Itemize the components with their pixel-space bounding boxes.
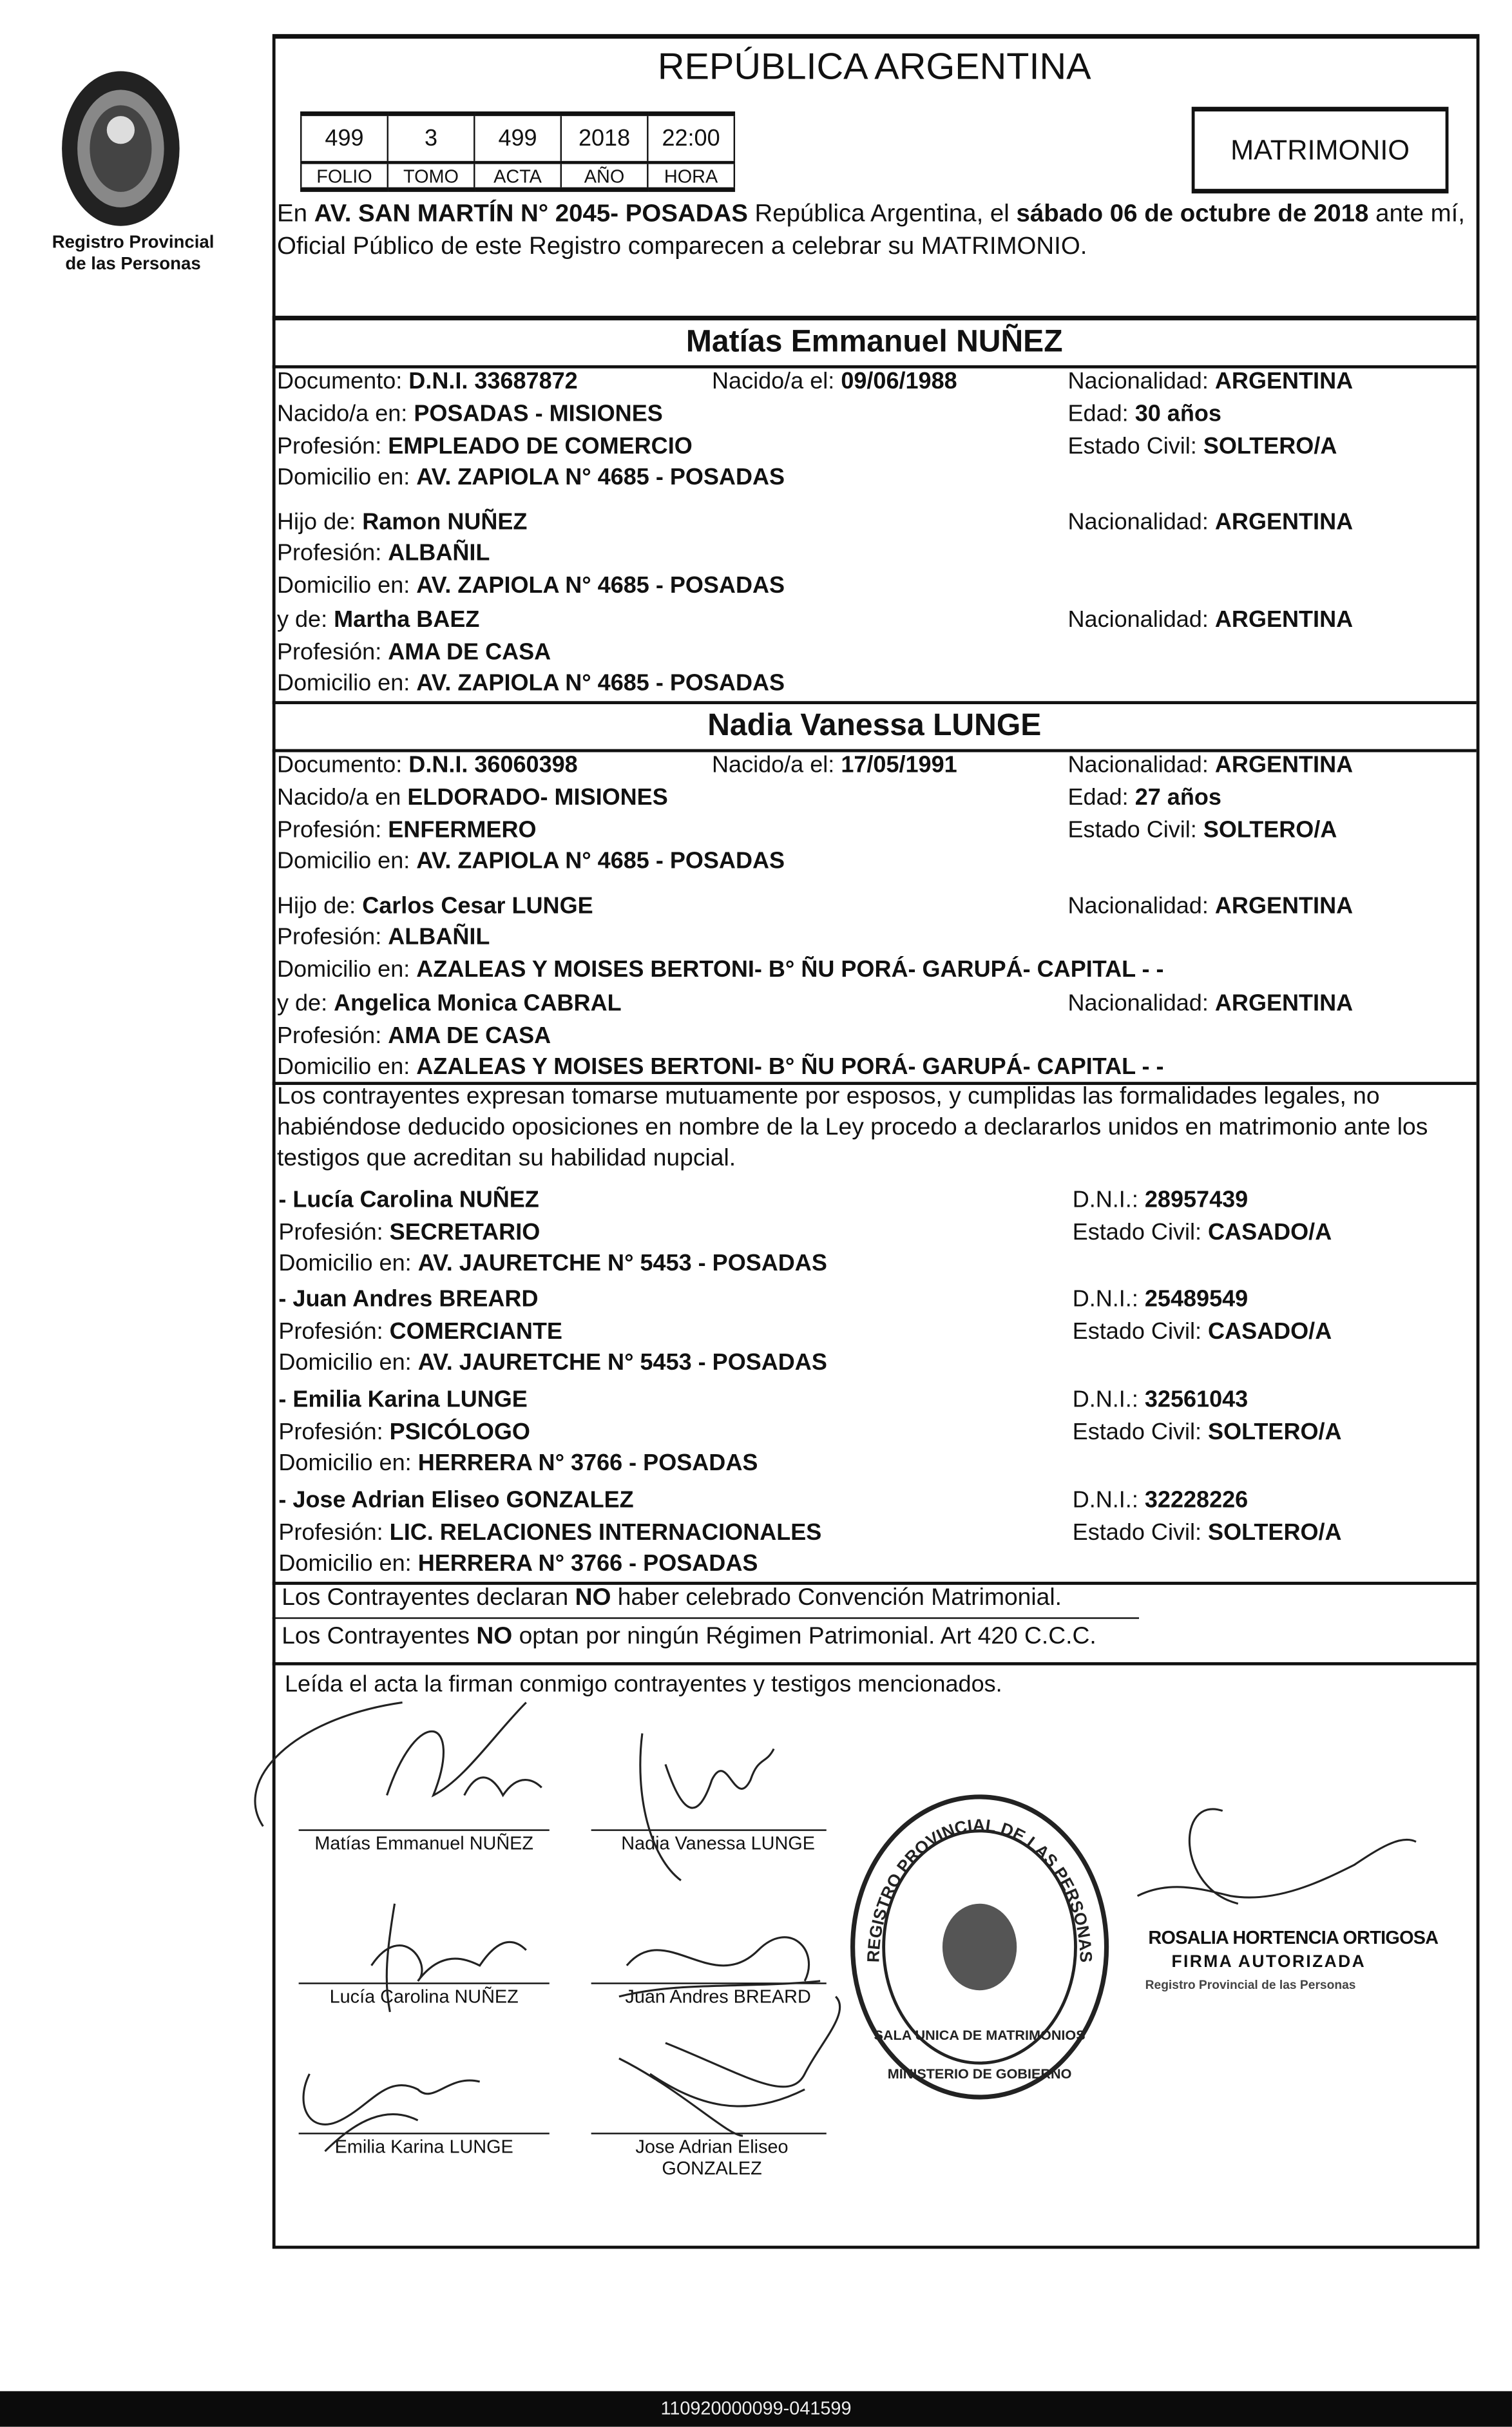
- field-value: SOLTERO/A: [1203, 433, 1337, 460]
- document-barcode-number: 110920000099-041599: [0, 2391, 1512, 2426]
- field-label: Estado Civil:: [1067, 817, 1197, 844]
- signature-label: Jose Adrian Eliseo GONZALEZ: [635, 2136, 789, 2180]
- field-value: 25489549: [1144, 1286, 1249, 1313]
- field-value: 28957439: [1144, 1187, 1249, 1214]
- field-label: Domicilio en:: [276, 572, 410, 599]
- field-label: Edad:: [1067, 401, 1129, 428]
- field-value: AMA DE CASA: [388, 1022, 551, 1050]
- field-value: 32228226: [1144, 1487, 1249, 1514]
- tomo-value: 3: [388, 114, 475, 163]
- field-value: ELDORADO- MISIONES: [407, 784, 668, 811]
- intro-text: En: [276, 201, 314, 228]
- field-value: ARGENTINA: [1214, 368, 1354, 395]
- ceremony-place: AV. SAN MARTÍN N° 2045- POSADAS: [314, 201, 748, 228]
- field-value: D.N.I. 33687872: [408, 368, 578, 395]
- field-label: Nacido/a en: [276, 784, 401, 811]
- field-label: Domicilio en:: [278, 1551, 412, 1577]
- ceremony-date: sábado 06 de octubre de 2018: [1016, 201, 1369, 228]
- hora-label: HORA: [647, 162, 734, 189]
- field-label: Estado Civil:: [1067, 433, 1197, 460]
- field-label: Domicilio en:: [276, 464, 410, 491]
- field-value: AMA DE CASA: [388, 639, 551, 666]
- field-label: Domicilio en:: [276, 956, 410, 983]
- field-label: Profesión:: [278, 1519, 383, 1546]
- field-value: AZALEAS Y MOISES BERTONI- B° ÑU PORÁ- GARUPÁ- CAPITAL - -: [416, 956, 1164, 983]
- reading-statement: Leída el acta la firman conmigo contrayentes y testigos mencionados.: [285, 1671, 1002, 1698]
- field-label: Domicilio en:: [276, 848, 410, 875]
- field-value: ARGENTINA: [1214, 606, 1354, 633]
- field-label: y de:: [276, 606, 328, 633]
- field-value: AV. JAURETCHE N° 5453 - POSADAS: [417, 1250, 827, 1277]
- field-value: SOLTERO/A: [1208, 1419, 1342, 1446]
- field-label: Profesión:: [278, 1318, 383, 1345]
- field-value: AV. ZAPIOLA N° 4685 - POSADAS: [416, 670, 785, 696]
- field-label: Profesión:: [276, 924, 382, 950]
- intro-text: ante mí, Oficial Público de este Registro comparecen a celebrar su MATRIMONIO.: [276, 201, 1465, 260]
- field-label: Nacionalidad:: [1067, 368, 1209, 395]
- field-label: Profesión:: [276, 540, 382, 567]
- field-label: Nacionalidad:: [1067, 990, 1209, 1017]
- signature-label: Emilia Karina LUNGE: [334, 2136, 513, 2158]
- intro-text: República Argentina, el: [747, 201, 1017, 228]
- field-value: Ramon NUÑEZ: [362, 509, 528, 536]
- field-value: HERRERA N° 3766 - POSADAS: [417, 1450, 758, 1477]
- field-value: D.N.I. 36060398: [408, 752, 578, 779]
- official-office: Registro Provincial de las Personas: [1145, 1978, 1356, 1992]
- hora-value: 22:00: [647, 114, 734, 163]
- field-value: - Lucía Carolina NUÑEZ: [278, 1187, 539, 1214]
- field-label: Profesión:: [276, 817, 382, 844]
- field-label: Profesión:: [276, 1022, 382, 1050]
- field-value: - Jose Adrian Eliseo GONZALEZ: [278, 1487, 634, 1514]
- signature-label: Matías Emmanuel NUÑEZ: [314, 1832, 534, 1854]
- field-label: Domicilio en:: [276, 670, 410, 696]
- tomo-label: TOMO: [388, 162, 475, 189]
- field-value: SOLTERO/A: [1208, 1519, 1342, 1546]
- field-label: D.N.I.:: [1072, 1286, 1138, 1313]
- page-title: REPÚBLICA ARGENTINA: [657, 46, 1091, 88]
- field-value: 09/06/1988: [841, 368, 957, 395]
- field-label: Domicilio en:: [278, 1349, 412, 1376]
- field-label: Estado Civil:: [1072, 1219, 1202, 1246]
- acta-label: ACTA: [474, 162, 561, 189]
- registry-name-line2: de las Personas: [65, 255, 201, 274]
- signature-label: Nadia Vanessa LUNGE: [621, 1832, 815, 1854]
- field-value: CASADO/A: [1208, 1318, 1332, 1345]
- field-value: AV. ZAPIOLA N° 4685 - POSADAS: [416, 572, 785, 599]
- field-label: D.N.I.:: [1072, 1187, 1138, 1214]
- field-value: CASADO/A: [1208, 1219, 1332, 1246]
- acta-value: 499: [474, 114, 561, 163]
- field-label: Hijo de:: [276, 893, 356, 919]
- field-value: Angelica Monica CABRAL: [334, 990, 622, 1017]
- field-value: 30 años: [1134, 401, 1221, 428]
- field-label: Domicilio en:: [278, 1250, 412, 1277]
- field-value: ENFERMERO: [388, 817, 537, 844]
- field-value: ARGENTINA: [1214, 509, 1354, 536]
- official-stamp: [848, 1792, 1111, 2102]
- field-value: 27 años: [1134, 784, 1221, 811]
- field-label: y de:: [276, 990, 328, 1017]
- field-value: 17/05/1991: [841, 752, 957, 779]
- field-label: Profesión:: [278, 1419, 383, 1446]
- field-value: ARGENTINA: [1214, 752, 1354, 779]
- field-value: PSICÓLOGO: [389, 1419, 530, 1446]
- field-label: Nacionalidad:: [1067, 893, 1209, 919]
- field-label: Estado Civil:: [1072, 1318, 1202, 1345]
- field-label: Nacido/a el:: [712, 752, 835, 779]
- field-value: - Juan Andres BREARD: [278, 1286, 539, 1313]
- field-value: AV. JAURETCHE N° 5453 - POSADAS: [417, 1349, 827, 1376]
- field-value: 32561043: [1144, 1386, 1249, 1414]
- field-label: Estado Civil:: [1072, 1519, 1202, 1546]
- field-value: AZALEAS Y MOISES BERTONI- B° ÑU PORÁ- GARUPÁ- CAPITAL - -: [416, 1053, 1164, 1080]
- field-label: Nacido/a el:: [712, 368, 835, 395]
- svg-text:MINISTERIO DE GOBIERNO: MINISTERIO DE GOBIERNO: [887, 2066, 1072, 2082]
- field-value: Martha BAEZ: [334, 606, 480, 633]
- field-value: SECRETARIO: [389, 1219, 541, 1246]
- field-value: Carlos Cesar LUNGE: [362, 893, 593, 919]
- field-label: Estado Civil:: [1072, 1419, 1202, 1446]
- field-value: POSADAS - MISIONES: [414, 401, 663, 428]
- field-value: COMERCIANTE: [389, 1318, 562, 1345]
- convention-statement: Los Contrayentes declaran NO haber celebrado Convención Matrimonial.: [282, 1584, 1062, 1611]
- field-value: - Emilia Karina LUNGE: [278, 1386, 528, 1414]
- field-label: Hijo de:: [276, 509, 356, 536]
- official-title: FIRMA AUTORIZADA: [1171, 1953, 1366, 1972]
- folio-value: 499: [301, 114, 388, 163]
- field-value: LIC. RELACIONES INTERNACIONALES: [389, 1519, 822, 1546]
- field-label: Documento:: [276, 368, 403, 395]
- field-value: SOLTERO/A: [1203, 817, 1337, 844]
- field-label: Profesión:: [278, 1219, 383, 1246]
- field-value: ARGENTINA: [1214, 893, 1354, 919]
- signature-label: Juan Andres BREARD: [625, 1986, 811, 2008]
- field-label: Domicilio en:: [278, 1450, 412, 1477]
- spouse-name: Matías Emmanuel NUÑEZ: [685, 325, 1063, 360]
- field-label: D.N.I.:: [1072, 1386, 1138, 1414]
- field-label: Documento:: [276, 752, 403, 779]
- svg-text:REGISTRO PROVINCIAL DE LAS PER: REGISTRO PROVINCIAL DE LAS PERSONAS: [863, 1815, 1096, 1963]
- official-name: ROSALIA HORTENCIA ORTIGOSA: [1148, 1926, 1439, 1949]
- field-value: ALBAÑIL: [388, 540, 490, 567]
- field-label: Nacionalidad:: [1067, 509, 1209, 536]
- field-label: Nacionalidad:: [1067, 606, 1209, 633]
- field-value: ARGENTINA: [1214, 990, 1354, 1017]
- signature-label: Lucía Carolina NUÑEZ: [329, 1986, 519, 2008]
- field-value: AV. ZAPIOLA N° 4685 - POSADAS: [416, 464, 785, 491]
- field-label: Nacionalidad:: [1067, 752, 1209, 779]
- field-value: AV. ZAPIOLA N° 4685 - POSADAS: [416, 848, 785, 875]
- field-value: EMPLEADO DE COMERCIO: [388, 433, 693, 460]
- field-label: Profesión:: [276, 433, 382, 460]
- field-value: HERRERA N° 3766 - POSADAS: [417, 1551, 758, 1577]
- regime-statement: Los Contrayentes NO optan por ningún Régimen Patrimonial. Art 420 C.C.C.: [282, 1623, 1096, 1650]
- field-label: Edad:: [1067, 784, 1129, 811]
- field-label: Nacido/a en:: [276, 401, 408, 428]
- anio-value: 2018: [561, 114, 648, 163]
- field-label: D.N.I.:: [1072, 1487, 1138, 1514]
- declaration-text: Los contrayentes expresan tomarse mutuamente por esposos, y cumplidas las formalidades legales, no habiéndose deducido oposiciones en nombre de la Ley procedo a declararlos unidos en matrimonio ante los testigos que acreditan su habilidad nupcial.: [276, 1083, 1428, 1172]
- field-value: ALBAÑIL: [388, 924, 490, 950]
- anio-label: AÑO: [561, 162, 648, 189]
- spouse-name: Nadia Vanessa LUNGE: [707, 709, 1042, 743]
- folio-label: FOLIO: [301, 162, 388, 189]
- registry-name-line1: Registro Provincial: [52, 233, 215, 253]
- svg-text:SALA UNICA DE MATRIMONIOS: SALA UNICA DE MATRIMONIOS: [874, 2027, 1086, 2044]
- field-label: Profesión:: [276, 639, 382, 666]
- field-label: Domicilio en:: [276, 1053, 410, 1080]
- act-type-box: MATRIMONIO: [1192, 107, 1449, 194]
